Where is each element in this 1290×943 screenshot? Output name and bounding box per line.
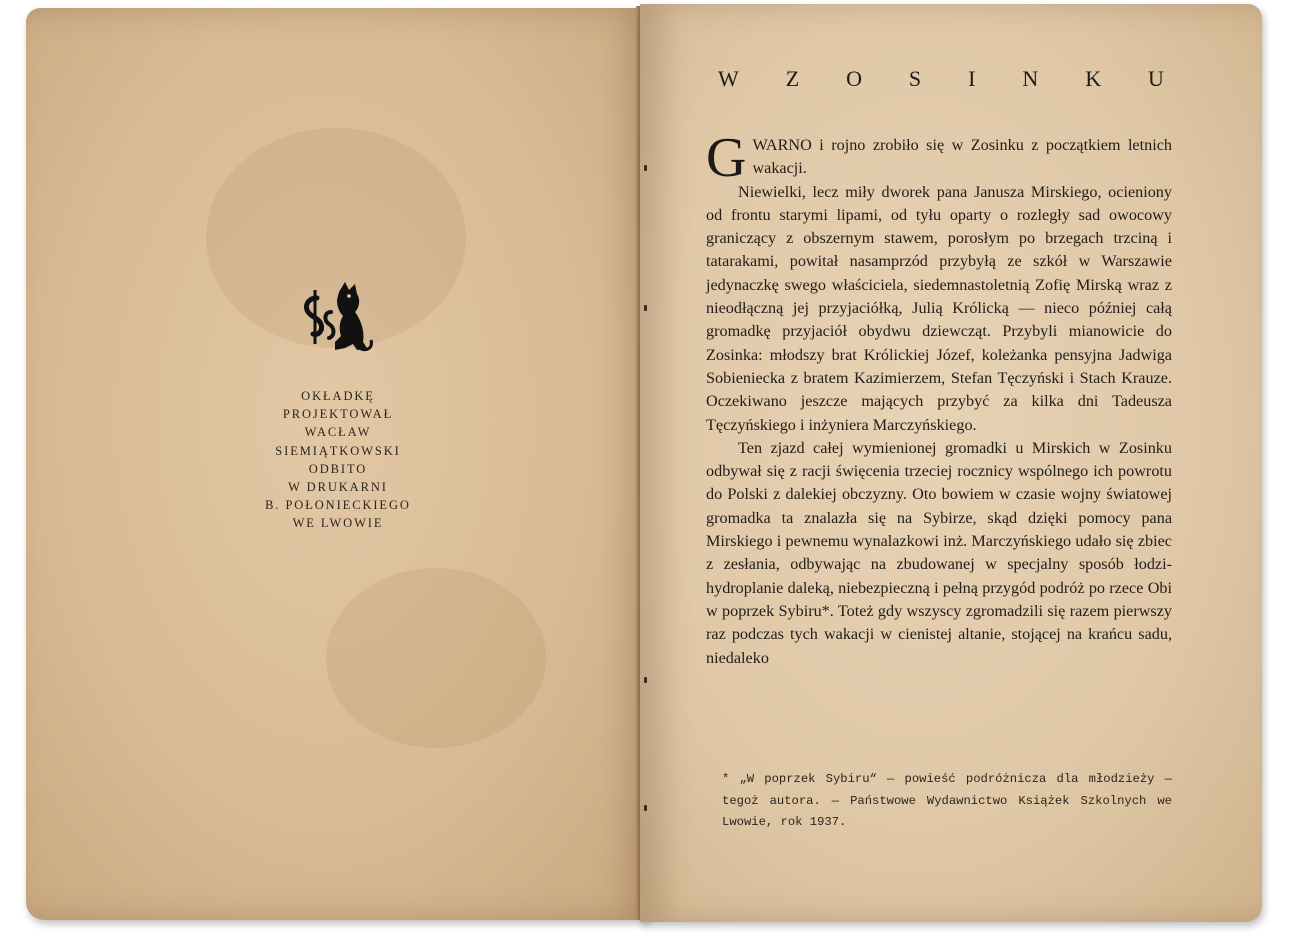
title-letter: U bbox=[1148, 66, 1164, 91]
imprint-line: WE LWOWIE bbox=[292, 516, 384, 531]
footnote: * „W poprzek Sybiru“ — powieść podróżnicza dla młodzieży — tegoż autora. — Państwowe Wydawnictwo Książek Szkolnych we Lwowie, rok 1937. bbox=[722, 772, 1172, 829]
title-letter: O bbox=[846, 66, 862, 91]
binding-mark bbox=[644, 165, 647, 171]
imprint-line: OKŁADKĘ bbox=[301, 389, 375, 403]
title-letter: N bbox=[1022, 66, 1039, 91]
paragraph bbox=[706, 127, 1172, 189]
imprint-line: ODBITO bbox=[308, 461, 368, 476]
imprint-line: PROJEKTOWAŁ bbox=[282, 407, 394, 422]
title-letter: W bbox=[718, 66, 739, 91]
body-text bbox=[706, 127, 1172, 670]
title-letter: K bbox=[1085, 66, 1102, 91]
imprint-line: SIEMIĄTKOWSKI bbox=[275, 443, 401, 458]
paragraph-text: WARNO i rojno zrobiło się w Zosinku z początkiem letnich wakacji. bbox=[752, 136, 1172, 178]
imprint-line: B. POŁONIECKIEGO bbox=[265, 498, 411, 513]
paragraph: Ten zjazd całej wymienionej gromadki u Mirskich w Zosinku odbywał się z racji święcenia trzeciej rocznicy wspólnego ich powrotu do Polski z dalekiej obczyzny. Oto bowiem w czasie wojny światowej gromadka ta znalazła się na Sybirze, skąd dzięki pomocy pana Mirskiego i pewnemu wynalazkowi inż. Marczyńskiego udało się zbiec z zesłania, odbywając na zbudowanej w specjalny sposób łodzi-hydroplanie daleką, niebezpieczną i pełną przygód podróż po rzece Obi w poprzek Sybiru*. Toteż gdy wszyscy zgromadzili się razem pierwszy raz podczas tych wakacji w cienistej altanie, stojącej na krańcu sadu, niedaleko bbox=[706, 438, 1172, 667]
title-letter: Z bbox=[785, 66, 800, 91]
chapter-title bbox=[718, 66, 1164, 92]
printer-imprint bbox=[248, 387, 428, 533]
binding-mark bbox=[644, 305, 647, 311]
paper-stain bbox=[326, 568, 546, 748]
binding-mark bbox=[644, 677, 647, 683]
paragraph: Niewielki, lecz miły dworek pana Janusza Mirskiego, ocieniony od frontu starymi lipami, od tyłu oparty o rozległy sad owocowy graniczący z obszernym stawem, porosłym po brzegach trzciną i tatarakami, powitał nasamprzód przybyłą ze szkół w Warszawie jedynaczkę swego właściciela, siedemnastoletnią Zofię Mirską wraz z nieodłączną jej przyjaciółką, Julią Królicką — nieco później całą gromadkę przyjaciół obydwu dziewcząt. Przybyli mianowicie do Zosinka: młodszy brat Królickiej Józef, koleżanka pensyjna Jadwiga Sobieniecka z bratem Kazimierzem, Stefan Tęczyński i Stach Krauze. Oczekiwano jeszcze mających przybyć za kilka dni Tadeusza Tęczyńskiego i inżyniera Marczyńskiego. bbox=[706, 182, 1172, 434]
drop-cap: G bbox=[706, 127, 747, 189]
printer-emblem-bear-icon bbox=[295, 278, 375, 368]
imprint-line: W DRUKARNI bbox=[288, 480, 388, 495]
title-letter: I bbox=[968, 66, 976, 91]
imprint-line: WACŁAW bbox=[304, 425, 372, 440]
title-letter: S bbox=[908, 66, 922, 91]
binding-mark bbox=[644, 805, 647, 811]
